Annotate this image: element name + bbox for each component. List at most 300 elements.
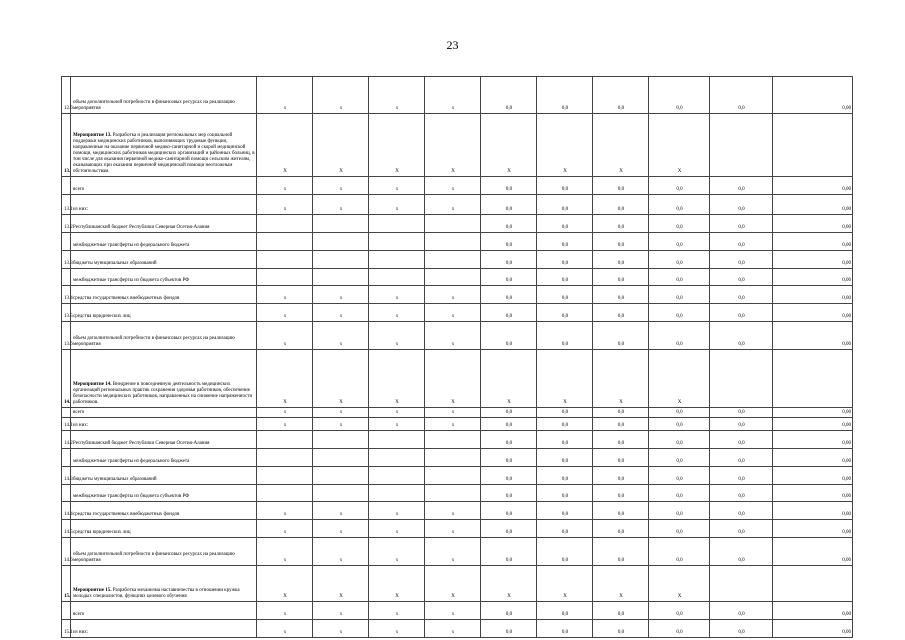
row-description (71, 566, 257, 602)
value-cell: 0,00 (773, 449, 853, 467)
value-cell: 0,0 (710, 251, 773, 269)
row-description (71, 408, 257, 418)
marker-cell (313, 233, 369, 251)
table-row (62, 502, 853, 520)
value-cell: 0,0 (481, 538, 537, 566)
row-description (71, 177, 257, 195)
marker-cell: х (313, 520, 369, 538)
marker-cell (257, 485, 313, 502)
marker-cell: х (313, 322, 369, 350)
value-cell: 0,0 (537, 286, 593, 304)
table-row (62, 602, 853, 620)
description-text: из них: (73, 207, 89, 212)
marker-cell: х (369, 286, 425, 304)
value-cell: 0,0 (593, 467, 649, 485)
row-description (71, 431, 257, 449)
marker-cell: х (313, 620, 369, 638)
marker-cell (313, 467, 369, 485)
row-number: 12.6 (62, 77, 71, 114)
table-row (62, 538, 853, 566)
row-number: 13.3 (62, 251, 71, 269)
value-cell: 0,0 (649, 620, 710, 638)
value-cell: 0,0 (710, 177, 773, 195)
row-number: 14.2 (62, 431, 71, 449)
description-text: средства государственных внебюджетных фондов (73, 296, 180, 301)
value-cell: 0,0 (710, 502, 773, 520)
description-text: средства государственных внебюджетных фондов (73, 512, 180, 517)
marker-cell: х (425, 286, 481, 304)
value-cell: 0,0 (593, 215, 649, 233)
marker-cell: х (257, 502, 313, 520)
value-cell: 0,00 (773, 177, 853, 195)
marker-cell: Х (593, 566, 649, 602)
value-cell: 0,0 (537, 431, 593, 449)
table-row (62, 251, 853, 269)
description-text: межбюджетные трансферты из федерального бюджета (73, 459, 190, 464)
marker-cell: Х (593, 350, 649, 408)
marker-cell: х (369, 408, 425, 418)
marker-cell: х (369, 620, 425, 638)
marker-cell: Х (425, 350, 481, 408)
table-row (62, 418, 853, 431)
row-description (71, 269, 257, 286)
marker-cell (313, 485, 369, 502)
marker-cell: Х (313, 114, 369, 177)
table-row (62, 449, 853, 467)
value-cell: 0,0 (481, 195, 537, 215)
value-cell: 0,0 (481, 418, 537, 431)
value-cell: 0,0 (593, 304, 649, 322)
empty-cell (773, 566, 853, 602)
value-cell: 0,0 (710, 77, 773, 114)
value-cell: 0,0 (537, 233, 593, 251)
value-cell: 0,0 (537, 322, 593, 350)
marker-cell: х (369, 177, 425, 195)
marker-cell: х (425, 538, 481, 566)
value-cell: 0,0 (481, 233, 537, 251)
marker-cell: х (369, 520, 425, 538)
marker-cell (257, 215, 313, 233)
value-cell: 0,0 (710, 269, 773, 286)
marker-cell: х (425, 502, 481, 520)
value-cell: 0,0 (593, 77, 649, 114)
value-cell: 0,0 (481, 215, 537, 233)
value-cell: 0,00 (773, 286, 853, 304)
marker-cell: х (369, 538, 425, 566)
value-cell: 0,0 (593, 408, 649, 418)
marker-cell: х (313, 408, 369, 418)
value-cell: 0,0 (481, 449, 537, 467)
value-cell: 0,0 (593, 322, 649, 350)
value-cell: 0,0 (481, 467, 537, 485)
description-text: межбюджетные трансферты из бюджета субъектов РФ (73, 494, 190, 499)
value-cell: 0,0 (593, 520, 649, 538)
marker-cell: Х (257, 350, 313, 408)
value-cell: 0,0 (649, 215, 710, 233)
marker-cell: х (369, 418, 425, 431)
marker-cell: Х (257, 114, 313, 177)
marker-cell: Х (481, 350, 537, 408)
value-cell: 0,0 (537, 602, 593, 620)
value-cell: 0,0 (481, 602, 537, 620)
row-number (62, 602, 71, 620)
row-number: 13.2 (62, 215, 71, 233)
marker-cell: Х (425, 566, 481, 602)
description-text: всего (73, 187, 85, 192)
marker-cell: х (257, 77, 313, 114)
table-row (62, 520, 853, 538)
marker-cell: Х (537, 566, 593, 602)
value-cell: 0,0 (537, 195, 593, 215)
marker-cell (257, 233, 313, 251)
marker-cell: х (257, 520, 313, 538)
value-cell: 0,0 (537, 520, 593, 538)
value-cell: 0,0 (537, 538, 593, 566)
row-description (71, 350, 257, 408)
marker-cell (369, 251, 425, 269)
empty-cell (773, 350, 853, 408)
description-text: Внедрение в повседневную деятельность медицинских организаций региональных практик сохранения здоровья работников, обеспечение безопасности медицинских работников, направленных на снижение напряженности работников. (73, 382, 253, 405)
value-cell: 0,0 (537, 251, 593, 269)
marker-cell: х (313, 304, 369, 322)
description-text: средства юридических лиц (73, 530, 131, 535)
value-cell: 0,0 (649, 269, 710, 286)
marker-cell: х (313, 602, 369, 620)
row-description (71, 195, 257, 215)
value-cell: 0,0 (593, 286, 649, 304)
row-number: 14.6 (62, 538, 71, 566)
marker-cell (369, 215, 425, 233)
marker-cell (369, 449, 425, 467)
row-description (71, 233, 257, 251)
value-cell: 0,0 (649, 431, 710, 449)
value-cell: 0,0 (710, 215, 773, 233)
marker-cell: х (313, 286, 369, 304)
row-description (71, 251, 257, 269)
marker-cell: х (425, 77, 481, 114)
value-cell: 0,00 (773, 520, 853, 538)
row-number (62, 269, 71, 286)
marker-cell (369, 467, 425, 485)
empty-cell (710, 566, 773, 602)
row-description (71, 114, 257, 177)
marker-cell: х (257, 322, 313, 350)
description-text: объем дополнительной потребности в финансовых ресурсах на реализацию мероприятия (73, 552, 235, 563)
value-cell: 0,0 (710, 467, 773, 485)
financing-table (61, 76, 853, 638)
marker-cell (425, 485, 481, 502)
table-row (62, 286, 853, 304)
value-cell: 0,0 (537, 269, 593, 286)
row-number: 15.1 (62, 620, 71, 638)
value-cell: 0,0 (593, 485, 649, 502)
value-cell: 0,00 (773, 485, 853, 502)
marker-cell (369, 431, 425, 449)
value-cell: 0,00 (773, 418, 853, 431)
row-description (71, 520, 257, 538)
marker-cell: х (425, 322, 481, 350)
value-cell: 0,0 (481, 408, 537, 418)
value-cell: 0,0 (649, 286, 710, 304)
value-cell: 0,00 (773, 215, 853, 233)
value-cell: 0,0 (481, 251, 537, 269)
value-cell: 0,00 (773, 195, 853, 215)
row-number (62, 485, 71, 502)
marker-cell: х (425, 620, 481, 638)
value-cell: 0,0 (649, 322, 710, 350)
row-description (71, 322, 257, 350)
description-text: всего (73, 410, 85, 415)
marker-cell (257, 251, 313, 269)
marker-cell (257, 449, 313, 467)
value-cell: 0,00 (773, 538, 853, 566)
value-cell: 0,0 (537, 418, 593, 431)
table-row (62, 269, 853, 286)
row-number: 13. (62, 114, 71, 177)
value-cell: 0,0 (710, 286, 773, 304)
row-number: 13.4 (62, 286, 71, 304)
value-cell: 0,0 (537, 77, 593, 114)
table-row (62, 177, 853, 195)
row-number: 14.5 (62, 520, 71, 538)
value-cell: 0,0 (649, 195, 710, 215)
description-text: объем дополнительной потребности в финансовых ресурсах на реализацию мероприятия (73, 336, 235, 347)
value-cell: 0,0 (481, 177, 537, 195)
empty-cell (710, 114, 773, 177)
marker-cell: х (369, 195, 425, 215)
marker-cell (369, 269, 425, 286)
table-row (62, 620, 853, 638)
marker-cell: х (425, 304, 481, 322)
value-cell: 0,0 (593, 620, 649, 638)
value-cell: 0,0 (481, 431, 537, 449)
marker-cell: х (425, 195, 481, 215)
value-cell: 0,0 (710, 449, 773, 467)
marker-cell (313, 431, 369, 449)
value-cell: 0,0 (481, 485, 537, 502)
value-cell: 0,0 (710, 418, 773, 431)
value-cell: 0,0 (593, 177, 649, 195)
description-text: средства юридических лиц (73, 314, 131, 319)
marker-cell: х (425, 408, 481, 418)
marker-cell: Х (481, 114, 537, 177)
row-number (62, 449, 71, 467)
value-cell: 0,0 (481, 620, 537, 638)
value-cell: 0,0 (593, 602, 649, 620)
activity-header-row (62, 114, 853, 177)
value-cell: 0,00 (773, 431, 853, 449)
marker-cell: х (369, 77, 425, 114)
value-cell: 0,00 (773, 602, 853, 620)
description-text: Разработка механизма наставничества в отношении кружка молодых специалистов, функциях целевого обучения (73, 588, 240, 599)
value-cell: 0,0 (481, 269, 537, 286)
value-cell: 0,0 (710, 520, 773, 538)
value-cell: 0,0 (537, 467, 593, 485)
marker-cell: Х (649, 114, 710, 177)
value-cell: 0,0 (481, 520, 537, 538)
activity-header-row (62, 566, 853, 602)
description-text: объем дополнительной потребности в финансовых ресурсах на реализацию мероприятия (73, 100, 235, 111)
description-text: межбюджетные трансферты из федерального бюджета (73, 243, 190, 248)
value-cell: 0,0 (649, 602, 710, 620)
description-text: из них: (73, 423, 89, 428)
marker-cell: х (369, 322, 425, 350)
marker-cell: х (257, 418, 313, 431)
description-text: Разработка и реализация региональных мер социальной поддержки медицинских работников, выполняющих трудовые функции, направленные на оказание первичной медико-санитарной и скорой медицинской помощи, медицинских работников медицинских организаций и районных больниц, в том числе для оказания первичной медико-санитарной помощи сельским жителям, оказывающих при оказании первичной медицинской помощи неотложным обстоятельствам. (73, 133, 255, 174)
value-cell: 0,0 (649, 520, 710, 538)
description-text: Республиканский бюджет Республики Северная Осетия-Алания (73, 225, 210, 230)
row-number (62, 233, 71, 251)
marker-cell (313, 215, 369, 233)
value-cell: 0,0 (537, 620, 593, 638)
row-number: 14.3 (62, 467, 71, 485)
value-cell: 0,0 (710, 538, 773, 566)
marker-cell: х (313, 177, 369, 195)
value-cell: 0,00 (773, 467, 853, 485)
activity-header-row (62, 350, 853, 408)
value-cell: 0,0 (593, 269, 649, 286)
row-number: 13.6 (62, 322, 71, 350)
row-number: 15. (62, 566, 71, 602)
value-cell: 0,0 (593, 233, 649, 251)
value-cell: 0,0 (649, 449, 710, 467)
value-cell: 0,0 (649, 502, 710, 520)
marker-cell (369, 485, 425, 502)
table-row (62, 195, 853, 215)
activity-title: Мероприятие 14. (73, 382, 112, 387)
row-number: 14. (62, 350, 71, 408)
value-cell: 0,00 (773, 269, 853, 286)
marker-cell: х (369, 502, 425, 520)
page-number: 23 (446, 38, 459, 52)
value-cell: 0,00 (773, 77, 853, 114)
marker-cell: х (257, 538, 313, 566)
marker-cell: Х (369, 350, 425, 408)
value-cell: 0,0 (537, 502, 593, 520)
marker-cell (425, 431, 481, 449)
marker-cell: х (257, 195, 313, 215)
value-cell: 0,0 (649, 538, 710, 566)
marker-cell: Х (257, 566, 313, 602)
value-cell: 0,0 (593, 431, 649, 449)
marker-cell (425, 215, 481, 233)
description-text: бюджеты муниципальных образований (73, 261, 157, 266)
value-cell: 0,0 (481, 286, 537, 304)
value-cell: 0,0 (649, 467, 710, 485)
marker-cell: Х (481, 566, 537, 602)
row-description (71, 538, 257, 566)
marker-cell: х (313, 538, 369, 566)
marker-cell: х (369, 602, 425, 620)
row-description (71, 502, 257, 520)
marker-cell: Х (313, 350, 369, 408)
description-text: всего (73, 612, 85, 617)
value-cell: 0,00 (773, 408, 853, 418)
marker-cell (425, 233, 481, 251)
marker-cell (313, 251, 369, 269)
value-cell: 0,0 (537, 485, 593, 502)
value-cell: 0,0 (710, 620, 773, 638)
value-cell: 0,0 (710, 431, 773, 449)
marker-cell: Х (313, 566, 369, 602)
row-description (71, 286, 257, 304)
value-cell: 0,0 (649, 418, 710, 431)
table-row (62, 322, 853, 350)
marker-cell: Х (537, 114, 593, 177)
marker-cell: х (257, 602, 313, 620)
value-cell: 0,0 (649, 251, 710, 269)
value-cell: 0,0 (710, 408, 773, 418)
empty-cell (773, 114, 853, 177)
value-cell: 0,0 (710, 304, 773, 322)
value-cell: 0,0 (537, 304, 593, 322)
value-cell: 0,0 (481, 304, 537, 322)
row-description (71, 485, 257, 502)
marker-cell (257, 467, 313, 485)
value-cell: 0,00 (773, 233, 853, 251)
value-cell: 0,0 (593, 449, 649, 467)
row-description (71, 449, 257, 467)
value-cell: 0,0 (593, 538, 649, 566)
row-description (71, 467, 257, 485)
marker-cell (425, 251, 481, 269)
marker-cell: х (313, 77, 369, 114)
table-row (62, 77, 853, 114)
value-cell: 0,0 (710, 602, 773, 620)
row-description (71, 304, 257, 322)
marker-cell (425, 269, 481, 286)
value-cell: 0,00 (773, 251, 853, 269)
marker-cell (257, 269, 313, 286)
marker-cell: х (257, 177, 313, 195)
marker-cell: Х (537, 350, 593, 408)
marker-cell: Х (649, 566, 710, 602)
value-cell: 0,0 (593, 195, 649, 215)
marker-cell: х (257, 304, 313, 322)
marker-cell: Х (593, 114, 649, 177)
marker-cell: х (313, 418, 369, 431)
description-text: бюджеты муниципальных образований (73, 477, 157, 482)
marker-cell (313, 269, 369, 286)
marker-cell: Х (649, 350, 710, 408)
marker-cell: х (257, 620, 313, 638)
row-number (62, 177, 71, 195)
marker-cell (257, 431, 313, 449)
row-number: 13.5 (62, 304, 71, 322)
row-number: 14.1 (62, 418, 71, 431)
value-cell: 0,0 (649, 304, 710, 322)
value-cell: 0,0 (593, 502, 649, 520)
empty-cell (710, 350, 773, 408)
value-cell: 0,00 (773, 502, 853, 520)
row-description (71, 602, 257, 620)
value-cell: 0,0 (710, 195, 773, 215)
table-row (62, 485, 853, 502)
table-row (62, 431, 853, 449)
value-cell: 0,0 (649, 177, 710, 195)
value-cell: 0,0 (593, 251, 649, 269)
value-cell: 0,0 (710, 485, 773, 502)
value-cell: 0,0 (649, 233, 710, 251)
row-number: 13.1 (62, 195, 71, 215)
marker-cell: х (257, 408, 313, 418)
marker-cell: Х (369, 114, 425, 177)
value-cell: 0,00 (773, 304, 853, 322)
marker-cell: х (369, 304, 425, 322)
row-description (71, 418, 257, 431)
value-cell: 0,0 (537, 408, 593, 418)
marker-cell (369, 233, 425, 251)
